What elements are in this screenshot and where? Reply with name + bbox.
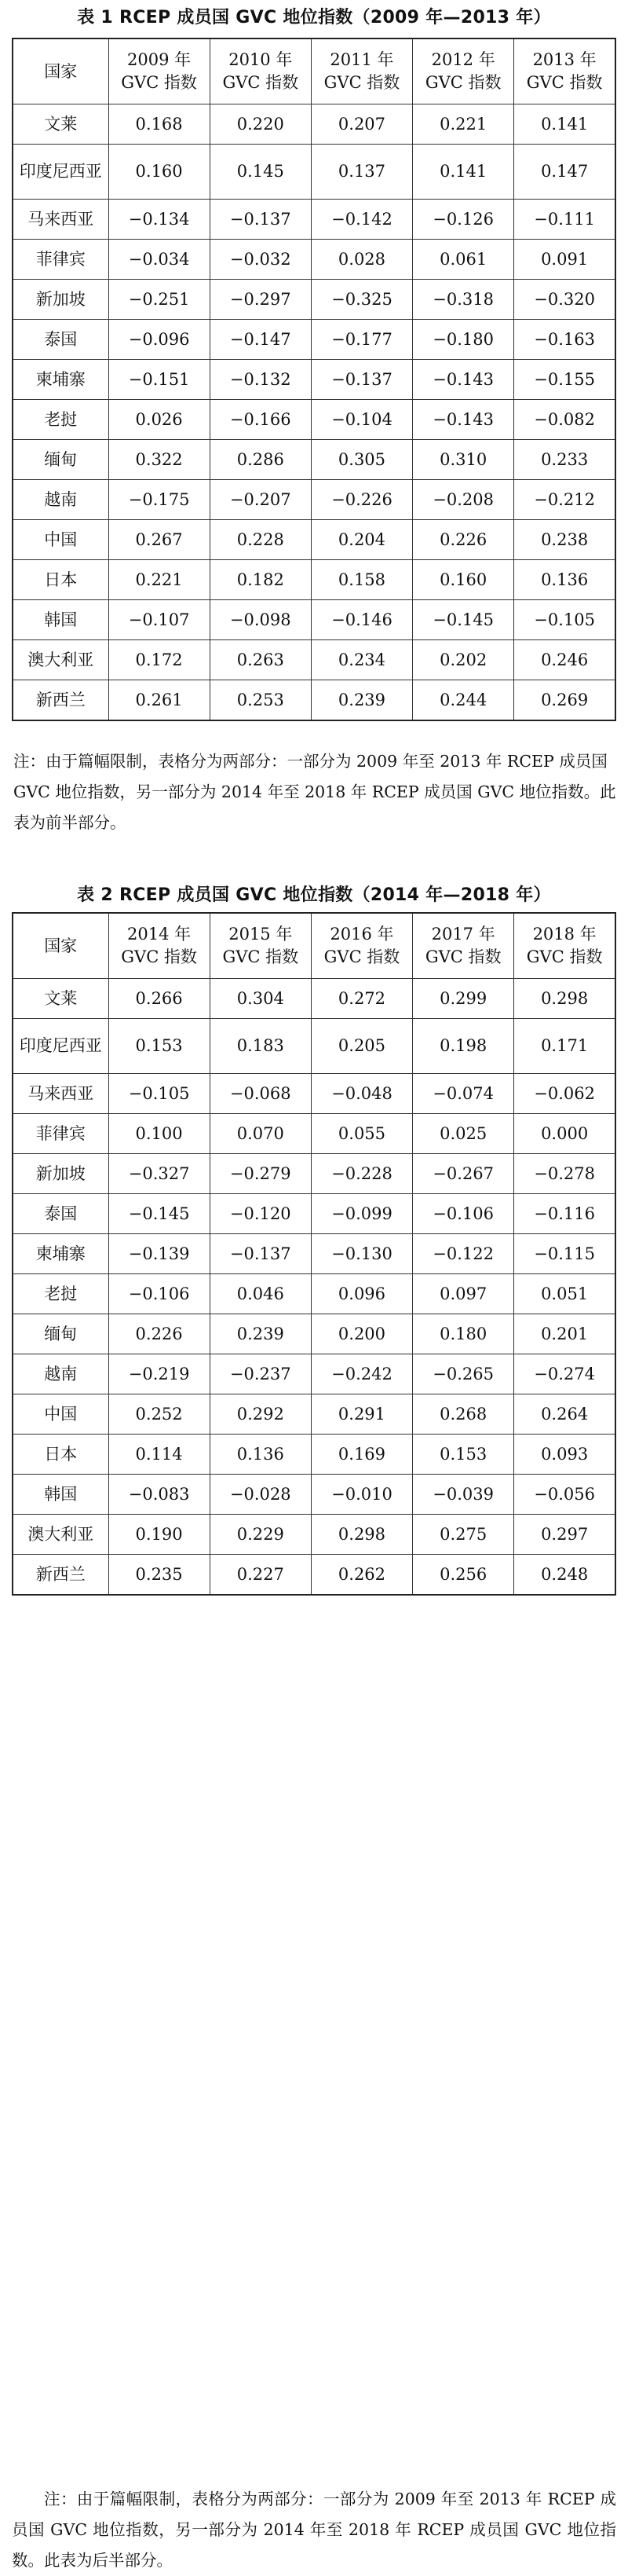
- gvc-value-cell: −0.175: [108, 480, 210, 520]
- gvc-value-cell: 0.061: [413, 240, 514, 280]
- country-cell: 菲律宾: [13, 240, 108, 280]
- column-header-year: 2012 年 GVC 指数: [413, 38, 514, 104]
- gvc-value-cell: 0.025: [413, 1114, 514, 1154]
- gvc-value-cell: 0.202: [413, 640, 514, 680]
- gvc-value-cell: 0.096: [311, 1274, 412, 1314]
- gvc-value-cell: 0.264: [514, 1394, 615, 1435]
- column-header-year: 2011 年 GVC 指数: [311, 38, 412, 104]
- gvc-value-cell: −0.237: [210, 1354, 311, 1394]
- column-header-country: 国家: [13, 913, 108, 979]
- gvc-value-cell: −0.142: [311, 200, 412, 240]
- gvc-value-cell: 0.298: [514, 979, 615, 1019]
- gvc-value-cell: −0.068: [210, 1074, 311, 1114]
- gvc-value-cell: −0.083: [108, 1475, 210, 1515]
- gvc-value-cell: 0.286: [210, 440, 311, 480]
- gvc-value-cell: −0.062: [514, 1074, 615, 1114]
- gvc-value-cell: 0.221: [108, 560, 210, 600]
- table-1-note: 注：由于篇幅限制，表格分为两部分：一部分为 2009 年至 2013 年 RCEP 成员国 GVC 地位指数，另一部分为 2014 年至 2018 年 RCEP 成员国 GVC 地位指数。此表为前半部分。: [13, 752, 616, 832]
- table-row: [13, 560, 615, 600]
- table-1: [12, 38, 616, 721]
- country-cell: 老挝: [13, 400, 108, 440]
- table-row: [13, 1435, 615, 1475]
- table-row: [13, 1515, 615, 1555]
- country-cell: 泰国: [13, 320, 108, 360]
- gvc-value-cell: 0.239: [311, 680, 412, 721]
- gvc-value-cell: −0.032: [210, 240, 311, 280]
- gvc-value-cell: 0.160: [413, 560, 514, 600]
- country-cell: 柬埔寨: [13, 360, 108, 400]
- column-header-year: 2010 年 GVC 指数: [210, 38, 311, 104]
- table-row: [13, 240, 615, 280]
- country-cell: 泰国: [13, 1194, 108, 1234]
- gvc-value-cell: −0.134: [108, 200, 210, 240]
- gvc-value-cell: 0.305: [311, 440, 412, 480]
- country-cell: 缅甸: [13, 1314, 108, 1354]
- gvc-value-cell: −0.107: [108, 600, 210, 640]
- table-row: [13, 320, 615, 360]
- table-row: [13, 1555, 615, 1596]
- gvc-value-cell: 0.160: [108, 145, 210, 200]
- table-1-body: [13, 104, 615, 721]
- table-row: [13, 1475, 615, 1515]
- gvc-value-cell: 0.228: [210, 520, 311, 560]
- gvc-value-cell: 0.171: [514, 1019, 615, 1074]
- gvc-value-cell: −0.056: [514, 1475, 615, 1515]
- column-header-year: 2015 年 GVC 指数: [210, 913, 311, 979]
- column-header-year: 2013 年 GVC 指数: [514, 38, 615, 104]
- table-row: [13, 145, 615, 200]
- gvc-value-cell: −0.010: [311, 1475, 412, 1515]
- gvc-value-cell: 0.147: [514, 145, 615, 200]
- gvc-value-cell: −0.048: [311, 1074, 412, 1114]
- table-row: [13, 360, 615, 400]
- gvc-value-cell: 0.262: [311, 1555, 412, 1596]
- table-row: [13, 640, 615, 680]
- gvc-value-cell: −0.137: [311, 360, 412, 400]
- gvc-value-cell: −0.139: [108, 1234, 210, 1274]
- table-row: [13, 520, 615, 560]
- gvc-value-cell: 0.100: [108, 1114, 210, 1154]
- gvc-value-cell: 0.153: [108, 1019, 210, 1074]
- country-cell: 日本: [13, 560, 108, 600]
- country-cell: 马来西亚: [13, 1074, 108, 1114]
- country-cell: 中国: [13, 1394, 108, 1435]
- gvc-value-cell: −0.039: [413, 1475, 514, 1515]
- column-header-year: 2009 年 GVC 指数: [108, 38, 210, 104]
- table-row: [13, 280, 615, 320]
- gvc-value-cell: 0.248: [514, 1555, 615, 1596]
- gvc-value-cell: 0.272: [311, 979, 412, 1019]
- gvc-value-cell: 0.169: [311, 1435, 412, 1475]
- gvc-value-cell: 0.252: [108, 1394, 210, 1435]
- gvc-value-cell: −0.279: [210, 1154, 311, 1194]
- table-row: [13, 1354, 615, 1394]
- gvc-value-cell: 0.227: [210, 1555, 311, 1596]
- gvc-value-cell: −0.096: [108, 320, 210, 360]
- gvc-value-cell: 0.292: [210, 1394, 311, 1435]
- table-2-note: 注：由于篇幅限制，表格分为两部分：一部分为 2009 年至 2013 年 RCEP 成员国 GVC 地位指数，另一部分为 2014 年至 2018 年 RCEP 成员国 GVC 地位指数。此表为后半部分。: [12, 2490, 616, 2570]
- table-row: [13, 1394, 615, 1435]
- gvc-value-cell: 0.051: [514, 1274, 615, 1314]
- gvc-value-cell: 0.238: [514, 520, 615, 560]
- country-cell: 印度尼西亚: [13, 1019, 108, 1074]
- gvc-value-cell: 0.114: [108, 1435, 210, 1475]
- gvc-value-cell: −0.105: [514, 600, 615, 640]
- gvc-value-cell: 0.136: [514, 560, 615, 600]
- table-row: [13, 680, 615, 721]
- gvc-value-cell: 0.244: [413, 680, 514, 721]
- gvc-value-cell: 0.145: [210, 145, 311, 200]
- gvc-value-cell: 0.266: [108, 979, 210, 1019]
- gvc-value-cell: 0.267: [108, 520, 210, 560]
- gvc-value-cell: 0.261: [108, 680, 210, 721]
- table-row: [13, 1194, 615, 1234]
- country-cell: 文莱: [13, 104, 108, 145]
- country-cell: 韩国: [13, 1475, 108, 1515]
- gvc-value-cell: 0.204: [311, 520, 412, 560]
- table-row: [13, 480, 615, 520]
- country-cell: 印度尼西亚: [13, 145, 108, 200]
- gvc-value-cell: 0.141: [514, 104, 615, 145]
- table-row: [13, 200, 615, 240]
- gvc-value-cell: −0.166: [210, 400, 311, 440]
- gvc-value-cell: 0.097: [413, 1274, 514, 1314]
- gvc-value-cell: 0.198: [413, 1019, 514, 1074]
- gvc-value-cell: −0.242: [311, 1354, 412, 1394]
- gvc-value-cell: −0.028: [210, 1475, 311, 1515]
- gvc-value-cell: 0.158: [311, 560, 412, 600]
- country-cell: 中国: [13, 520, 108, 560]
- gvc-value-cell: −0.116: [514, 1194, 615, 1234]
- country-cell: 新加坡: [13, 1154, 108, 1194]
- gvc-value-cell: 0.220: [210, 104, 311, 145]
- gvc-value-cell: 0.226: [413, 520, 514, 560]
- gvc-value-cell: 0.201: [514, 1314, 615, 1354]
- gvc-value-cell: −0.104: [311, 400, 412, 440]
- gvc-value-cell: 0.234: [311, 640, 412, 680]
- gvc-value-cell: −0.126: [413, 200, 514, 240]
- gvc-value-cell: −0.105: [108, 1074, 210, 1114]
- gvc-value-cell: 0.168: [108, 104, 210, 145]
- country-cell: 新加坡: [13, 280, 108, 320]
- country-cell: 越南: [13, 480, 108, 520]
- gvc-value-cell: −0.325: [311, 280, 412, 320]
- gvc-value-cell: 0.246: [514, 640, 615, 680]
- table-row: [13, 1074, 615, 1114]
- gvc-value-cell: −0.265: [413, 1354, 514, 1394]
- gvc-value-cell: 0.136: [210, 1435, 311, 1475]
- gvc-value-cell: −0.327: [108, 1154, 210, 1194]
- gvc-value-cell: 0.182: [210, 560, 311, 600]
- table-row: [13, 440, 615, 480]
- country-cell: 菲律宾: [13, 1114, 108, 1154]
- gvc-value-cell: −0.151: [108, 360, 210, 400]
- gvc-value-cell: 0.226: [108, 1314, 210, 1354]
- gvc-value-cell: −0.137: [210, 200, 311, 240]
- table-2-section: [0, 878, 628, 2570]
- gvc-value-cell: −0.155: [514, 360, 615, 400]
- column-header-year: 2017 年 GVC 指数: [413, 913, 514, 979]
- gvc-value-cell: −0.106: [108, 1274, 210, 1314]
- country-cell: 日本: [13, 1435, 108, 1475]
- country-cell: 文莱: [13, 979, 108, 1019]
- gvc-value-cell: −0.251: [108, 280, 210, 320]
- gvc-value-cell: −0.297: [210, 280, 311, 320]
- gvc-value-cell: −0.320: [514, 280, 615, 320]
- country-cell: 越南: [13, 1354, 108, 1394]
- gvc-value-cell: −0.267: [413, 1154, 514, 1194]
- country-cell: 新西兰: [13, 1555, 108, 1596]
- column-header-year: 2016 年 GVC 指数: [311, 913, 412, 979]
- gvc-value-cell: 0.253: [210, 680, 311, 721]
- gvc-value-cell: −0.034: [108, 240, 210, 280]
- gvc-value-cell: 0.268: [413, 1394, 514, 1435]
- country-cell: 柬埔寨: [13, 1234, 108, 1274]
- gvc-value-cell: −0.082: [514, 400, 615, 440]
- gvc-value-cell: 0.229: [210, 1515, 311, 1555]
- gvc-value-cell: −0.115: [514, 1234, 615, 1274]
- gvc-value-cell: 0.070: [210, 1114, 311, 1154]
- gvc-value-cell: 0.256: [413, 1555, 514, 1596]
- gvc-value-cell: 0.275: [413, 1515, 514, 1555]
- gvc-value-cell: 0.153: [413, 1435, 514, 1475]
- gvc-value-cell: 0.000: [514, 1114, 615, 1154]
- table-2: [12, 912, 616, 1596]
- country-cell: 澳大利亚: [13, 640, 108, 680]
- table-row: [13, 400, 615, 440]
- gvc-value-cell: −0.212: [514, 480, 615, 520]
- country-cell: 澳大利亚: [13, 1515, 108, 1555]
- gvc-value-cell: 0.233: [514, 440, 615, 480]
- table-row: [13, 1154, 615, 1194]
- gvc-value-cell: 0.205: [311, 1019, 412, 1074]
- gvc-value-cell: 0.046: [210, 1274, 311, 1314]
- gvc-value-cell: 0.180: [413, 1314, 514, 1354]
- gvc-value-cell: 0.091: [514, 240, 615, 280]
- gvc-value-cell: 0.137: [311, 145, 412, 200]
- country-cell: 马来西亚: [13, 200, 108, 240]
- table-row: [13, 1019, 615, 1074]
- gvc-value-cell: −0.145: [108, 1194, 210, 1234]
- gvc-value-cell: −0.132: [210, 360, 311, 400]
- gvc-value-cell: 0.269: [514, 680, 615, 721]
- column-header-country: 国家: [13, 38, 108, 104]
- gvc-value-cell: 0.291: [311, 1394, 412, 1435]
- gvc-value-cell: −0.318: [413, 280, 514, 320]
- country-cell: 新西兰: [13, 680, 108, 721]
- gvc-value-cell: −0.177: [311, 320, 412, 360]
- gvc-value-cell: −0.137: [210, 1234, 311, 1274]
- gvc-value-cell: 0.055: [311, 1114, 412, 1154]
- gvc-value-cell: −0.122: [413, 1234, 514, 1274]
- gvc-value-cell: −0.228: [311, 1154, 412, 1194]
- gvc-value-cell: 0.322: [108, 440, 210, 480]
- gvc-value-cell: −0.274: [514, 1354, 615, 1394]
- table-2-caption: 表 2 RCEP 成员国 GVC 地位指数（2014 年—2018 年）: [77, 885, 551, 905]
- gvc-value-cell: −0.208: [413, 480, 514, 520]
- table-row: [13, 979, 615, 1019]
- gvc-value-cell: −0.120: [210, 1194, 311, 1234]
- table-2-body: [13, 979, 615, 1596]
- table-1-section: [0, 0, 628, 832]
- gvc-value-cell: −0.074: [413, 1074, 514, 1114]
- gvc-value-cell: 0.183: [210, 1019, 311, 1074]
- gvc-value-cell: −0.226: [311, 480, 412, 520]
- table-row: [13, 1114, 615, 1154]
- gvc-value-cell: −0.111: [514, 200, 615, 240]
- gvc-value-cell: −0.207: [210, 480, 311, 520]
- gvc-value-cell: 0.304: [210, 979, 311, 1019]
- gvc-value-cell: 0.172: [108, 640, 210, 680]
- gvc-value-cell: 0.028: [311, 240, 412, 280]
- gvc-value-cell: 0.200: [311, 1314, 412, 1354]
- gvc-value-cell: −0.278: [514, 1154, 615, 1194]
- gvc-value-cell: −0.163: [514, 320, 615, 360]
- gvc-value-cell: 0.093: [514, 1435, 615, 1475]
- gvc-value-cell: 0.235: [108, 1555, 210, 1596]
- gvc-value-cell: −0.143: [413, 400, 514, 440]
- table-1-caption: 表 1 RCEP 成员国 GVC 地位指数（2009 年—2013 年）: [77, 8, 551, 27]
- country-cell: 老挝: [13, 1274, 108, 1314]
- gvc-value-cell: −0.143: [413, 360, 514, 400]
- gvc-value-cell: −0.106: [413, 1194, 514, 1234]
- gvc-value-cell: 0.310: [413, 440, 514, 480]
- gvc-value-cell: 0.221: [413, 104, 514, 145]
- table-1-header: [13, 38, 615, 104]
- table-row: [13, 1234, 615, 1274]
- gvc-value-cell: 0.141: [413, 145, 514, 200]
- gvc-value-cell: 0.298: [311, 1515, 412, 1555]
- gvc-value-cell: 0.299: [413, 979, 514, 1019]
- gvc-value-cell: 0.263: [210, 640, 311, 680]
- gvc-value-cell: −0.099: [311, 1194, 412, 1234]
- gvc-value-cell: 0.026: [108, 400, 210, 440]
- table-2-header: [13, 913, 615, 979]
- column-header-year: 2014 年 GVC 指数: [108, 913, 210, 979]
- gvc-value-cell: −0.219: [108, 1354, 210, 1394]
- gvc-value-cell: 0.297: [514, 1515, 615, 1555]
- gvc-value-cell: −0.145: [413, 600, 514, 640]
- table-row: [13, 600, 615, 640]
- gvc-value-cell: −0.098: [210, 600, 311, 640]
- gvc-value-cell: 0.190: [108, 1515, 210, 1555]
- table-row: [13, 1274, 615, 1314]
- gvc-value-cell: −0.180: [413, 320, 514, 360]
- country-cell: 韩国: [13, 600, 108, 640]
- table-row: [13, 104, 615, 145]
- gvc-value-cell: −0.130: [311, 1234, 412, 1274]
- gvc-value-cell: −0.146: [311, 600, 412, 640]
- column-header-year: 2018 年 GVC 指数: [514, 913, 615, 979]
- gvc-value-cell: −0.147: [210, 320, 311, 360]
- gvc-value-cell: 0.207: [311, 104, 412, 145]
- gvc-value-cell: 0.239: [210, 1314, 311, 1354]
- table-row: [13, 1314, 615, 1354]
- country-cell: 缅甸: [13, 440, 108, 480]
